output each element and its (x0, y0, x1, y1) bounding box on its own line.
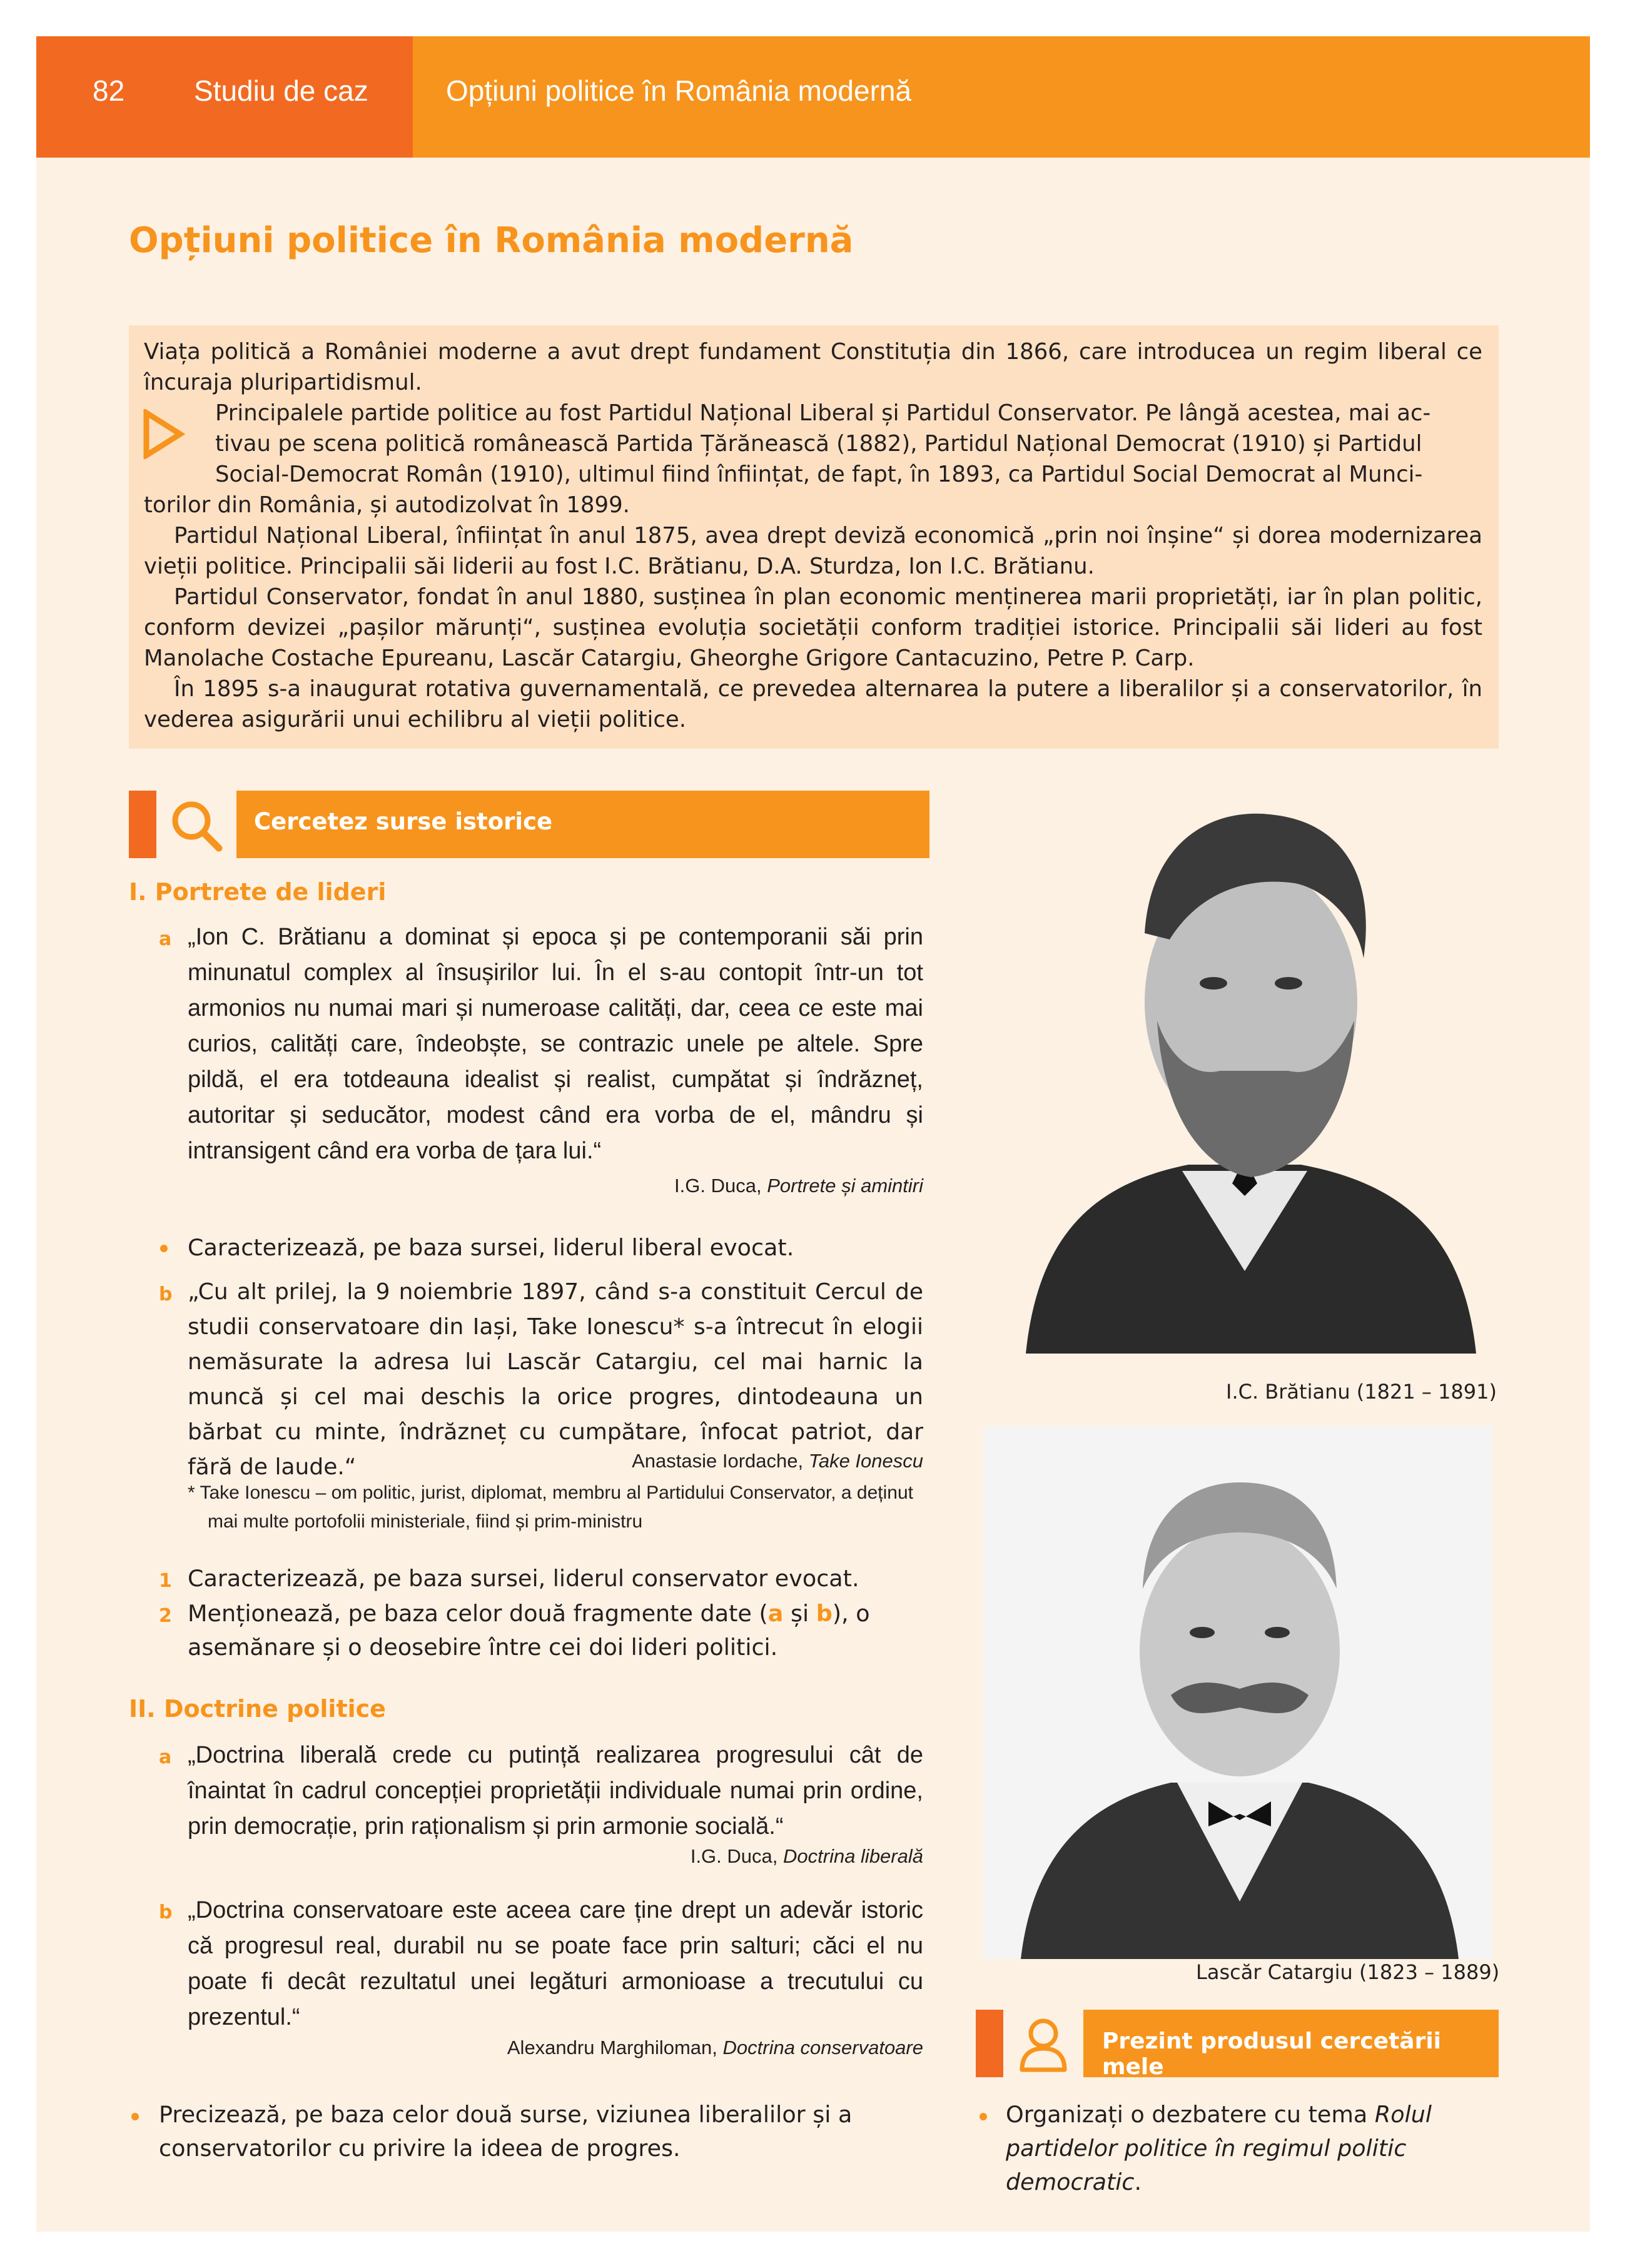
portrait-catargiu (983, 1426, 1492, 1959)
chapter-title: Opțiuni politice în România modernă (446, 74, 912, 107)
task-text-part: Organizați o dezbatere cu tema (1006, 2101, 1375, 2128)
intro-paragraph: Social-Democrat Român (1910), ultimul fiind înființat, de fapt, în 1893, ca Partidul Social Democrat al Munci- (215, 462, 1423, 487)
source-letter: b (159, 1901, 173, 1923)
citation-author: I.G. Duca, (690, 1845, 783, 1867)
intro-box (129, 325, 1499, 749)
question: Precizează, pe baza celor două surse, viziunea liberalilor și a conservatorilor cu privire la ideea de progres. (159, 2101, 853, 2162)
section-label: Studiu de caz (194, 74, 368, 107)
source-letter: b (159, 1283, 173, 1305)
question: Caracterizează, pe baza sursei, liderul liberal evocat. (188, 1234, 794, 1261)
part2-heading: II. Doctrine politice (129, 1695, 386, 1723)
intro-paragraph: Partidul Conservator, fondat în anul 1880, susținea în plan economic menținerea marii proprietăți, iar în plan politic, conform devizei „pașilor mărunți“, susținea evoluția societății conform tradiției istorice. Principalii săi lideri au fost Manolache Costache Epureanu, Lascăr Catargiu, Gheorghe Grigore Cantacuzino, Petre P. Carp. (144, 584, 1482, 671)
research-sources-bar (129, 791, 929, 858)
task-text (1006, 2098, 1494, 2199)
portrait-bratianu (1001, 796, 1489, 1354)
question-text: și (783, 1600, 816, 1627)
task-text-part: . (1134, 2169, 1142, 2195)
magnifier-icon (156, 791, 236, 858)
portrait-engraving (983, 1426, 1492, 1959)
source-letter: a (159, 928, 172, 950)
question-number: 2 (159, 1605, 172, 1627)
intro-paragraph: torilor din România, și autodizolvat în 1899. (144, 492, 630, 518)
citation-author: Anastasie Iordache, (632, 1450, 809, 1472)
source-letter: a (159, 1746, 172, 1768)
question (188, 1597, 926, 1664)
intro-paragraph: Principalele partide politice au fost Partidul Național Liberal și Partidul Conservator. Pe lângă acestea, mai ac- (215, 400, 1431, 426)
portrait-caption: I.C. Brătianu (1821 – 1891) (1226, 1380, 1497, 1404)
source-citation (188, 1175, 923, 1197)
research-bar-label: Cercetez surse istorice (254, 808, 553, 835)
question-number: 1 (159, 1570, 172, 1592)
citation-work: Take Ionescu (808, 1450, 923, 1472)
citation-work: Portrete și amintiri (767, 1175, 923, 1197)
part1-heading: I. Portrete de lideri (129, 878, 387, 906)
footnote: * Take Ionescu – om politic, jurist, diplomat, membru al Partidului Conservator, a deținut mai multe portofolii ministeriale, fiind și prim-ministru (188, 1482, 914, 1532)
intro-text (144, 337, 1482, 735)
citation-work: Doctrina conservatoare (722, 2037, 923, 2058)
bullet-icon (131, 2113, 139, 2120)
bar-stripe (976, 2010, 1003, 2077)
source-citation (188, 2037, 923, 2059)
intro-paragraph: Partidul Național Liberal, înființat în anul 1875, avea drept deviză economică „prin noi înșine“ și dorea modernizarea vieții politice. Principalii săi liderii au fost I.C. Brătianu, D.A. Sturdza, Ion I.C. Brătianu. (144, 523, 1482, 579)
question-text: ), o asemănare și o deosebire între cei doi lideri politici. (188, 1600, 870, 1661)
citation-author: I.G. Duca, (674, 1175, 767, 1197)
bar-icon-box (156, 791, 236, 858)
portrait-engraving (1001, 796, 1489, 1354)
citation-work: Doctrina liberală (783, 1845, 923, 1867)
task-topic: Rolul partidelor politice în regimul politic democratic (1006, 2101, 1432, 2195)
present-research-bar (976, 2010, 1499, 2080)
page-header (36, 36, 1590, 158)
bullet-icon (980, 2113, 987, 2120)
portrait-caption: Lascăr Catargiu (1823 – 1889) (1196, 1960, 1500, 1984)
page-number: 82 (93, 74, 125, 107)
source-quote: „Doctrina liberală crede cu putință realizarea progresului cât de înaintat în cadrul concepției proprietății individuale numai prin ordine, prin democrație, prin raționalism și prin armonie socială.“ (188, 1742, 923, 1840)
ref-letter: a (767, 1600, 784, 1627)
person-icon (1003, 2010, 1083, 2077)
ref-letter: b (816, 1600, 833, 1627)
citation-author: Alexandru Marghiloman, (507, 2037, 723, 2058)
source-quote: „Cu alt prilej, la 9 noiembrie 1897, când s-a constituit Cercul de studii conservatoare din Iași, Take Ionescu* s-a întrecut în elogii nemăsurate la adresa lui Lascăr Catargiu, cel mai harnic la muncă și cel mai deschis la orice progres, dintodeauna un bărbat cu minte, îndrăzneț cu cumpătare, înfocat patriot, dar fără de laude.“ (188, 1279, 923, 1480)
page-title: Opțiuni politice în România modernă (129, 220, 854, 261)
source-citation (188, 1845, 923, 1868)
source-quote: „Doctrina conservatoare este aceea care ține drept un adevăr istoric că progresul real, durabil nu se poate face prin salturi; căci el nu poate fi decât rezultatul unei legături armonioase a trecutului cu prezentul.“ (188, 1897, 923, 2030)
present-bar-label: Prezint produsul cercetării mele (1102, 2028, 1442, 2080)
intro-paragraph: În 1895 s-a inaugurat rotativa guvernamentală, ce prevedea alternarea la putere a liberalilor și a conservatorilor, în vederea asigurării unui echilibru al vieții politice. (144, 676, 1482, 732)
intro-paragraph: Viața politică a României moderne a avut drept fundament Constituția din 1866, care introducea un regim liberal ce încuraja pluripartidismul. (144, 339, 1482, 395)
bar-stripe (129, 791, 156, 858)
intro-paragraph: tivau pe scena politică românească Partida Țărănească (1882), Partidul Național Democrat (1910) și Partidul (215, 431, 1422, 457)
source-citation (188, 1450, 923, 1472)
question-text: Menționează, pe baza celor două fragmente date ( (188, 1600, 768, 1627)
source-quote: „Ion C. Brătianu a dominat și epoca și pe contemporanii săi prin minunatul complex al însușirilor lui. În el s-au contopit într-un tot armonios nu numai mari și numeroase calități, dar, ceea ce este mai curios, calități care, îndeobște, se contrazic unele pe altele. Spre pildă, el era totdeauna idealist și realist, cumpătat și îndrăzneț, autoritar și seducător, modest când era vorba de el, mândru și intransigent când era vorba de țara lui.“ (188, 924, 923, 1164)
question: Caracterizează, pe baza sursei, liderul conservator evocat. (188, 1565, 859, 1592)
bar-icon-box (1003, 2010, 1083, 2077)
bullet-icon (160, 1245, 168, 1252)
